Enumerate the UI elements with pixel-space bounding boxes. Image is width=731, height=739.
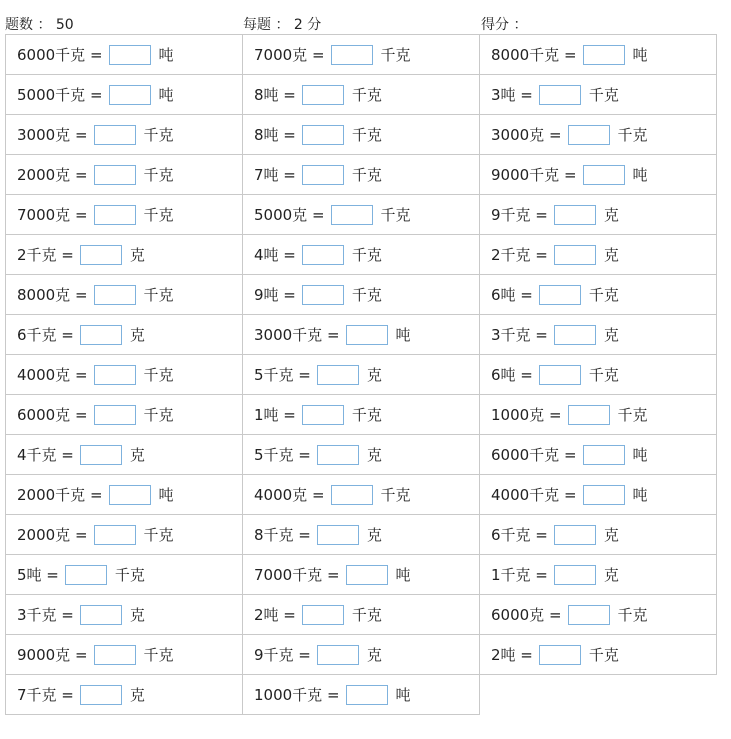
answer-unit: 吨 (395, 566, 411, 584)
answer-unit: 吨 (632, 166, 648, 184)
answer-unit: 克 (366, 526, 382, 544)
answer-input[interactable] (302, 245, 344, 265)
problem-cell (243, 115, 480, 155)
answer-unit: 克 (603, 326, 619, 344)
conversion-problem (491, 484, 648, 505)
worksheet-header (5, 14, 731, 34)
problem-question: 6000克 = (17, 406, 88, 424)
answer-input[interactable] (80, 245, 122, 265)
conversion-problem (491, 564, 619, 585)
problem-question: 3000克 = (491, 126, 562, 144)
answer-unit: 千克 (351, 86, 382, 104)
answer-unit: 克 (129, 606, 145, 624)
problem-cell (6, 75, 243, 115)
answer-unit: 千克 (351, 286, 382, 304)
answer-unit: 千克 (617, 126, 648, 144)
answer-input[interactable] (331, 205, 373, 225)
problem-cell (480, 115, 717, 155)
conversion-problem (254, 364, 382, 385)
conversion-problem (254, 524, 382, 545)
problem-grid (5, 34, 717, 715)
answer-input[interactable] (539, 645, 581, 665)
answer-input[interactable] (583, 45, 625, 65)
answer-input[interactable] (346, 325, 388, 345)
problem-row (6, 315, 717, 355)
answer-input[interactable] (539, 365, 581, 385)
problem-cell (6, 235, 243, 275)
problem-row (6, 195, 717, 235)
conversion-problem (17, 444, 145, 465)
problem-cell (480, 195, 717, 235)
answer-input[interactable] (94, 165, 136, 185)
answer-input[interactable] (583, 485, 625, 505)
conversion-problem (254, 404, 382, 425)
empty-cell (480, 675, 717, 715)
problem-question: 4吨 = (254, 246, 296, 264)
answer-unit: 吨 (632, 46, 648, 64)
problem-cell (243, 355, 480, 395)
problem-cell (243, 395, 480, 435)
conversion-problem (17, 524, 174, 545)
answer-input[interactable] (80, 605, 122, 625)
answer-unit: 克 (603, 246, 619, 264)
problem-question: 3千克 = (491, 326, 548, 344)
problem-question: 2千克 = (491, 246, 548, 264)
problem-question: 6000千克 = (17, 46, 103, 64)
problem-count-label: 题数 ： 50 (5, 17, 74, 33)
problem-question: 5吨 = (17, 566, 59, 584)
answer-unit: 千克 (351, 406, 382, 424)
answer-unit: 千克 (588, 286, 619, 304)
answer-input[interactable] (94, 365, 136, 385)
problem-cell (480, 515, 717, 555)
problem-question: 8000千克 = (491, 46, 577, 64)
answer-input[interactable] (568, 405, 610, 425)
answer-input[interactable] (317, 525, 359, 545)
answer-input[interactable] (94, 205, 136, 225)
answer-input[interactable] (554, 565, 596, 585)
problem-cell (243, 235, 480, 275)
answer-unit: 克 (129, 446, 145, 464)
problem-cell (6, 635, 243, 675)
problem-cell (243, 35, 480, 75)
problem-cell (6, 35, 243, 75)
conversion-problem (17, 684, 145, 705)
answer-input[interactable] (80, 445, 122, 465)
problem-question: 6000千克 = (491, 446, 577, 464)
answer-input[interactable] (317, 365, 359, 385)
problem-cell (480, 555, 717, 595)
answer-input[interactable] (302, 285, 344, 305)
problem-question: 2千克 = (17, 246, 74, 264)
conversion-problem (491, 604, 648, 625)
conversion-problem (254, 684, 411, 705)
answer-unit: 千克 (617, 606, 648, 624)
answer-input[interactable] (109, 485, 151, 505)
problem-cell (480, 475, 717, 515)
conversion-problem (17, 564, 145, 585)
problem-cell (243, 595, 480, 635)
conversion-problem (254, 324, 411, 345)
conversion-problem (491, 284, 619, 305)
problem-cell (6, 355, 243, 395)
conversion-problem (17, 84, 174, 105)
answer-input[interactable] (331, 45, 373, 65)
problem-question: 3千克 = (17, 606, 74, 624)
answer-input[interactable] (94, 525, 136, 545)
problem-question: 5000千克 = (17, 86, 103, 104)
answer-unit: 克 (366, 646, 382, 664)
answer-input[interactable] (346, 685, 388, 705)
conversion-problem (254, 44, 411, 65)
conversion-problem (491, 364, 619, 385)
conversion-problem (17, 164, 174, 185)
conversion-problem (17, 124, 174, 145)
conversion-problem (17, 404, 174, 425)
conversion-problem (17, 484, 174, 505)
problem-row (6, 515, 717, 555)
problem-row (6, 275, 717, 315)
problem-question: 1吨 = (254, 406, 296, 424)
problem-question: 7000千克 = (254, 566, 340, 584)
problem-cell (480, 275, 717, 315)
problem-cell (6, 555, 243, 595)
conversion-problem (17, 324, 145, 345)
problem-cell (480, 435, 717, 475)
answer-unit: 吨 (158, 486, 174, 504)
problem-question: 5千克 = (254, 366, 311, 384)
answer-input[interactable] (539, 85, 581, 105)
problem-question: 6吨 = (491, 366, 533, 384)
problem-row (6, 555, 717, 595)
answer-unit: 千克 (588, 86, 619, 104)
problem-row (6, 155, 717, 195)
problem-question: 3吨 = (491, 86, 533, 104)
problem-question: 7吨 = (254, 166, 296, 184)
answer-unit: 千克 (351, 246, 382, 264)
conversion-problem (254, 244, 382, 265)
problem-row (6, 115, 717, 155)
answer-input[interactable] (554, 205, 596, 225)
answer-input[interactable] (94, 125, 136, 145)
problem-cell (243, 635, 480, 675)
conversion-problem (254, 204, 411, 225)
problem-question: 2000克 = (17, 526, 88, 544)
answer-input[interactable] (554, 325, 596, 345)
answer-input[interactable] (317, 445, 359, 465)
problem-cell (6, 595, 243, 635)
conversion-problem (254, 484, 411, 505)
problem-question: 8000克 = (17, 286, 88, 304)
problem-cell (243, 195, 480, 235)
answer-input[interactable] (94, 405, 136, 425)
conversion-problem (491, 204, 619, 225)
problem-cell (6, 115, 243, 155)
problem-cell (480, 595, 717, 635)
problem-row (6, 595, 717, 635)
answer-unit: 千克 (114, 566, 145, 584)
problem-cell (243, 555, 480, 595)
problem-question: 9千克 = (254, 646, 311, 664)
answer-input[interactable] (583, 445, 625, 465)
answer-unit: 吨 (395, 686, 411, 704)
answer-unit: 吨 (158, 46, 174, 64)
problem-question: 2000千克 = (17, 486, 103, 504)
answer-input[interactable] (539, 285, 581, 305)
answer-input[interactable] (80, 685, 122, 705)
problem-row (6, 635, 717, 675)
conversion-problem (491, 444, 648, 465)
conversion-problem (17, 44, 174, 65)
answer-unit: 千克 (617, 406, 648, 424)
problem-row (6, 35, 717, 75)
answer-unit: 千克 (143, 646, 174, 664)
conversion-problem (491, 84, 619, 105)
answer-input[interactable] (302, 125, 344, 145)
answer-unit: 吨 (395, 326, 411, 344)
answer-unit: 千克 (380, 46, 411, 64)
answer-unit: 克 (129, 326, 145, 344)
answer-input[interactable] (109, 45, 151, 65)
answer-input[interactable] (302, 165, 344, 185)
answer-input[interactable] (568, 125, 610, 145)
conversion-problem (254, 604, 382, 625)
conversion-problem (17, 204, 174, 225)
problem-cell (6, 315, 243, 355)
problem-question: 9千克 = (491, 206, 548, 224)
problem-row (6, 435, 717, 475)
answer-unit: 千克 (143, 286, 174, 304)
answer-unit: 千克 (143, 166, 174, 184)
conversion-problem (254, 124, 382, 145)
answer-input[interactable] (302, 405, 344, 425)
answer-unit: 千克 (143, 406, 174, 424)
answer-input[interactable] (317, 645, 359, 665)
problem-row (6, 395, 717, 435)
score-label: 得分 ： (481, 17, 528, 33)
answer-unit: 吨 (632, 486, 648, 504)
problem-cell (480, 75, 717, 115)
problem-question: 1千克 = (491, 566, 548, 584)
problem-question: 6千克 = (491, 526, 548, 544)
answer-unit: 吨 (158, 86, 174, 104)
answer-unit: 克 (603, 206, 619, 224)
answer-input[interactable] (109, 85, 151, 105)
answer-unit: 千克 (380, 206, 411, 224)
problem-question: 9000克 = (17, 646, 88, 664)
answer-unit: 克 (129, 686, 145, 704)
problem-cell (480, 235, 717, 275)
problem-row (6, 475, 717, 515)
problem-question: 4000克 = (17, 366, 88, 384)
problem-question: 7000克 = (254, 46, 325, 64)
problem-cell (6, 675, 243, 715)
answer-input[interactable] (80, 325, 122, 345)
conversion-problem (254, 644, 382, 665)
problem-question: 8吨 = (254, 86, 296, 104)
conversion-problem (17, 644, 174, 665)
problem-cell (6, 275, 243, 315)
answer-unit: 千克 (351, 126, 382, 144)
answer-input[interactable] (94, 285, 136, 305)
problem-cell (243, 475, 480, 515)
problem-question: 4000千克 = (491, 486, 577, 504)
problem-cell (243, 315, 480, 355)
answer-input[interactable] (583, 165, 625, 185)
answer-input[interactable] (302, 605, 344, 625)
problem-row (6, 355, 717, 395)
problem-cell (6, 475, 243, 515)
answer-input[interactable] (94, 645, 136, 665)
problem-cell (243, 675, 480, 715)
conversion-problem (491, 524, 619, 545)
problem-question: 6千克 = (17, 326, 74, 344)
problem-question: 9吨 = (254, 286, 296, 304)
answer-input[interactable] (554, 245, 596, 265)
problem-question: 7千克 = (17, 686, 74, 704)
problem-question: 5千克 = (254, 446, 311, 464)
problem-row (6, 235, 717, 275)
answer-input[interactable] (302, 85, 344, 105)
problem-cell (6, 155, 243, 195)
answer-input[interactable] (568, 605, 610, 625)
conversion-problem (254, 444, 382, 465)
problem-question: 8吨 = (254, 126, 296, 144)
answer-unit: 克 (366, 446, 382, 464)
problem-row (6, 675, 717, 715)
problem-cell (480, 315, 717, 355)
problem-question: 2吨 = (254, 606, 296, 624)
problem-row (6, 75, 717, 115)
problem-question: 5000克 = (254, 206, 325, 224)
answer-unit: 克 (603, 526, 619, 544)
answer-input[interactable] (65, 565, 107, 585)
conversion-problem (254, 164, 382, 185)
conversion-problem (491, 324, 619, 345)
answer-unit: 千克 (380, 486, 411, 504)
answer-unit: 克 (603, 566, 619, 584)
problem-cell (6, 195, 243, 235)
problem-question: 6000克 = (491, 606, 562, 624)
problem-cell (243, 515, 480, 555)
problem-cell (243, 275, 480, 315)
answer-input[interactable] (346, 565, 388, 585)
answer-unit: 千克 (143, 366, 174, 384)
problem-cell (243, 435, 480, 475)
problem-question: 8千克 = (254, 526, 311, 544)
conversion-problem (17, 364, 174, 385)
conversion-problem (17, 284, 174, 305)
problem-question: 3000克 = (17, 126, 88, 144)
conversion-problem (254, 84, 382, 105)
problem-question: 4000克 = (254, 486, 325, 504)
problem-question: 3000千克 = (254, 326, 340, 344)
problem-cell (480, 155, 717, 195)
conversion-problem (254, 284, 382, 305)
answer-input[interactable] (331, 485, 373, 505)
conversion-problem (17, 604, 145, 625)
answer-unit: 千克 (588, 366, 619, 384)
answer-unit: 千克 (143, 526, 174, 544)
problem-cell (480, 635, 717, 675)
problem-question: 7000克 = (17, 206, 88, 224)
problem-cell (6, 395, 243, 435)
answer-input[interactable] (554, 525, 596, 545)
answer-unit: 千克 (143, 206, 174, 224)
problem-question: 2000克 = (17, 166, 88, 184)
answer-unit: 克 (366, 366, 382, 384)
problem-question: 2吨 = (491, 646, 533, 664)
problem-cell (243, 155, 480, 195)
problem-cell (480, 395, 717, 435)
answer-unit: 千克 (143, 126, 174, 144)
conversion-problem (491, 44, 648, 65)
answer-unit: 克 (129, 246, 145, 264)
conversion-problem (17, 244, 145, 265)
answer-unit: 千克 (351, 166, 382, 184)
problem-question: 1000千克 = (254, 686, 340, 704)
problem-question: 9000千克 = (491, 166, 577, 184)
conversion-problem (491, 164, 648, 185)
problem-question: 6吨 = (491, 286, 533, 304)
problem-cell (480, 35, 717, 75)
answer-unit: 千克 (588, 646, 619, 664)
problem-question: 4千克 = (17, 446, 74, 464)
problem-cell (243, 75, 480, 115)
problem-cell (6, 515, 243, 555)
conversion-problem (491, 644, 619, 665)
points-per-problem-label: 每题 ： 2 分 (243, 17, 322, 33)
answer-unit: 千克 (351, 606, 382, 624)
conversion-problem (254, 564, 411, 585)
problem-question: 1000克 = (491, 406, 562, 424)
conversion-problem (491, 404, 648, 425)
conversion-problem (491, 124, 648, 145)
conversion-problem (491, 244, 619, 265)
problem-cell (6, 435, 243, 475)
answer-unit: 吨 (632, 446, 648, 464)
problem-cell (480, 355, 717, 395)
